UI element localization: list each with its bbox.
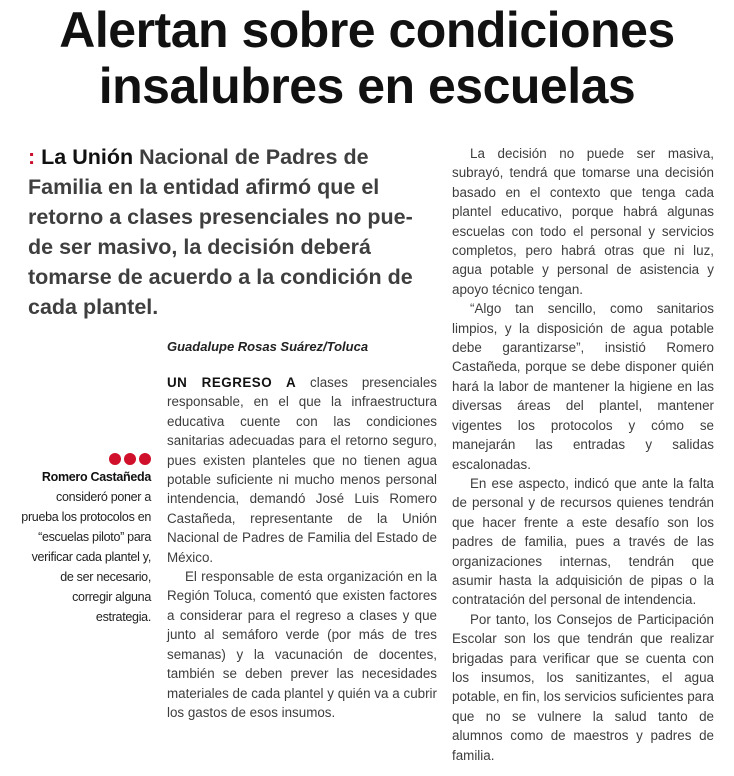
body-paragraph: Por tanto, los Consejos de Participación Escolar son los que tendrán que realizar brigadas para verificar que se cuenta con los insumos, los sanitizantes, el agua potable, en fin, los servicios suficientes para que no se vulnere la salud tanto de alumnos como de maestros y padres de familia. xyxy=(452,611,715,763)
dot-icon xyxy=(124,453,136,465)
headline xyxy=(0,2,734,114)
lead-paragraph xyxy=(28,142,428,322)
dots-decoration xyxy=(18,453,151,465)
body-column-1 xyxy=(167,373,437,722)
pull-quote xyxy=(18,453,151,627)
body-paragraph: En ese aspecto, indicó que ante la falta de personal y de recursos quienes tendrán que hacer frente a este desafío son los padres de familia, pues a través de las organizaciones internas, tendrán que asumir hasta la adquisición de pipas o la contratación del personal de intendencia. xyxy=(452,475,714,608)
body-paragraph: “Algo tan sencillo, como sanitarios limpios, y la disposición de agua potable debe garantizarse”, insistió Romero Castañeda, porque se debe disponer quién hará la labor de mantener la higiene en las diversas áreas del plantel, mantener vigentes los protocolos y cómo se manejarán las entradas y salidas escalonadas. xyxy=(452,301,714,472)
byline: Guadalupe Rosas Suárez/Toluca xyxy=(167,339,369,354)
lead-in: UN REGRESO A xyxy=(167,375,297,390)
body-paragraph xyxy=(167,373,437,567)
body-text: clases presenciales responsable, en el que la infraestructura educativa cuente con las condiciones sanitarias adecuadas para el retorno seguro, pues existen planteles que no tienen agua potable suficiente ni mucho menos personal intendencia, demandó José Luis Romero Castañeda, representante de la Unión Nacional de Padres de Familia del Estado de México. xyxy=(167,375,437,565)
headline-line-1: Alertan sobre condiciones xyxy=(59,2,675,58)
headline-line-2: insalubres en escuelas xyxy=(98,58,636,114)
pull-quote-name: Romero Castañeda xyxy=(41,470,151,484)
pull-quote-text: consideró poner a prueba los protocolos en “escuelas piloto” para verificar cada plantel y, de ser necesario, corregir alguna estrategia. xyxy=(21,490,151,624)
lead-strong: La Unión xyxy=(41,145,134,169)
lead-marker: : xyxy=(28,145,36,169)
lead-text: Nacional de Padres de Familia en la entidad afirmó que el retorno a clases presenciales no pue-de ser masivo, la decisión deberá tomarse de acuerdo a la condición de cada plantel. xyxy=(28,145,413,319)
dot-icon xyxy=(109,453,121,465)
body-paragraph: La decisión no puede ser masiva, subrayó, tendrá que tomarse una decisión basado en el contexto que tenga cada plantel educativo, porque habrá algunas escuelas con todo el personal y servicios completos, pero habrá otras que ni luz, agua potable y personal de asistencia y apoyo técnico tengan. xyxy=(452,146,714,297)
dot-icon xyxy=(139,453,151,465)
body-paragraph: El responsable de esta organización en la Región Toluca, comentó que existen factores a considerar para el regreso a clases y que junto al semáforo verde (por más de tres semanas) y la vacunación de docentes, también se deben prever las necesidades materiales de cada plantel y quién va a cubrir los gastos de esos insumos. xyxy=(167,569,437,720)
body-column-2 xyxy=(452,144,714,765)
